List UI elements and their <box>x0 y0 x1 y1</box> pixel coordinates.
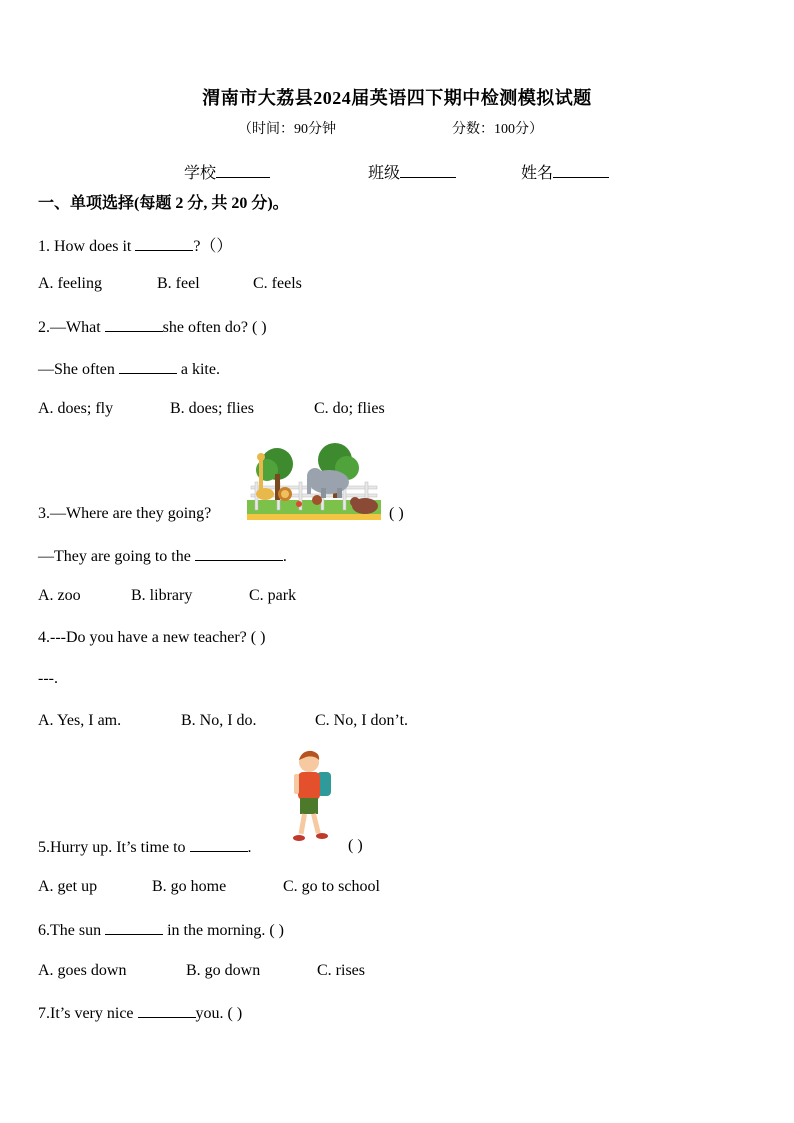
name-label: 姓名 <box>521 165 554 182</box>
name-blank <box>553 163 609 178</box>
q4-option-a: A. Yes, I am. <box>38 712 122 729</box>
school-field <box>184 160 270 183</box>
q1-option-c: C. feels <box>253 275 302 292</box>
q5-bracket: ( ) <box>348 837 363 854</box>
question-7 <box>38 1003 242 1023</box>
q5-stem-end: . <box>247 839 252 856</box>
question-1 <box>38 233 232 256</box>
q2-option-c: C. do; flies <box>314 400 385 417</box>
q2-stem2-end: a kite. <box>180 361 220 378</box>
q1-option-b: B. feel <box>157 275 200 292</box>
name-field <box>521 160 609 183</box>
question-4-answer-line: ---. <box>38 670 58 687</box>
section-heading: 一、单项选择(每题 2 分, 共 20 分)。 <box>38 195 289 212</box>
page-title: 渭南市大荔县2024届英语四下期中检测模拟试题 <box>202 88 592 108</box>
q7-blank <box>138 1003 196 1018</box>
q5-option-a: A. get up <box>38 878 98 895</box>
q2-stem: 2.—What <box>38 319 101 336</box>
q5-option-b: B. go home <box>152 878 227 895</box>
q4-option-c: C. No, I don’t. <box>315 712 409 729</box>
q6-stem-end: in the morning. ( ) <box>167 922 284 939</box>
q3-blank <box>195 546 283 561</box>
boy-illustration <box>290 748 336 848</box>
q3-bracket: ( ) <box>389 505 404 522</box>
exam-score: 分数：100分） <box>452 122 543 137</box>
q6-blank <box>105 920 163 935</box>
class-field <box>368 160 456 183</box>
q2-blank <box>105 317 163 332</box>
class-blank <box>400 163 456 178</box>
q6-option-b: B. go down <box>186 962 261 979</box>
question-3: 3.—Where are they going? <box>38 505 212 522</box>
q6-stem: 6.The sun <box>38 922 102 939</box>
q6-option-a: A. goes down <box>38 962 127 979</box>
question-4: 4.---Do you have a new teacher? ( ) <box>38 629 266 646</box>
q5-option-c: C. go to school <box>283 878 380 895</box>
q7-stem: 7.It’s very nice <box>38 1005 134 1022</box>
q3-option-c: C. park <box>249 587 297 604</box>
q3-option-a: A. zoo <box>38 587 81 604</box>
q1-blank <box>135 236 193 251</box>
q3-option-b: B. library <box>131 587 193 604</box>
q1-stem: 1. How does it <box>38 238 132 255</box>
q3-stem2: —They are going to the <box>38 548 191 565</box>
q2-blank-2 <box>119 359 177 374</box>
question-2 <box>38 317 267 337</box>
zoo-illustration <box>247 442 381 520</box>
q4-option-b: B. No, I do. <box>181 712 257 729</box>
q3-stem2-end: . <box>282 548 287 565</box>
q1-bracket: ?（） <box>193 238 233 255</box>
class-label: 班级 <box>368 165 401 182</box>
q5-blank <box>190 837 248 852</box>
q2-stem2: —She often <box>38 361 115 378</box>
exam-time: （时间：90分钟 <box>238 122 336 137</box>
question-3-answer-line <box>38 546 287 566</box>
school-label: 学校 <box>184 165 217 182</box>
question-5 <box>38 837 252 857</box>
q2-option-a: A. does; fly <box>38 400 114 417</box>
q6-option-c: C. rises <box>317 962 365 979</box>
q2-option-b: B. does; flies <box>170 400 254 417</box>
q5-stem: 5.Hurry up. It’s time to <box>38 839 186 856</box>
q2-stem-end: she often do? ( ) <box>162 319 267 336</box>
question-6 <box>38 920 284 940</box>
school-blank <box>216 163 270 178</box>
q7-stem-end: you. ( ) <box>195 1005 243 1022</box>
question-2-answer-line <box>38 359 220 379</box>
q1-option-a: A. feeling <box>38 275 102 292</box>
